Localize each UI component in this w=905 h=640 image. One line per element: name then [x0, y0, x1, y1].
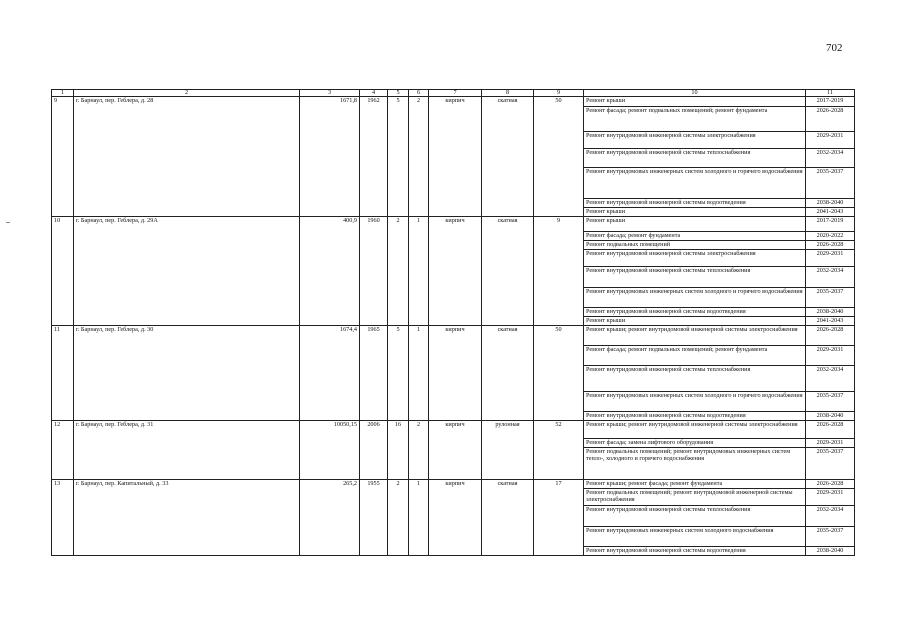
- wall-material-cell: кирпич: [429, 97, 482, 217]
- work-period-cell: 2038-2040: [806, 412, 855, 421]
- year-cell: 1962: [360, 97, 388, 217]
- entrances-cell: 1: [409, 217, 429, 326]
- work-description-cell: Ремонт внутридомовых инженерных систем холодного и горячего водоснабжения: [584, 168, 806, 199]
- row-number: 13: [52, 480, 74, 556]
- work-period-cell: 2038-2040: [806, 547, 855, 556]
- entrances-cell: 2: [409, 97, 429, 217]
- work-description-cell: Ремонт внутридомовых инженерных систем холодного водоснабжения: [584, 527, 806, 547]
- work-description-cell: Ремонт крыши: [584, 317, 806, 326]
- roof-type-cell: скатная: [482, 326, 534, 421]
- apartments-cell: 50: [534, 97, 584, 217]
- work-period-cell: 2020-2022: [806, 232, 855, 241]
- work-period-cell: 2029-2031: [806, 250, 855, 267]
- entrances-cell: 2: [409, 421, 429, 480]
- work-period-cell: 2032-2034: [806, 506, 855, 527]
- work-description-cell: Ремонт фасада; ремонт подвальных помещений; ремонт фундамента: [584, 107, 806, 132]
- work-period-cell: 2026-2028: [806, 241, 855, 250]
- work-period-cell: 2038-2040: [806, 199, 855, 208]
- column-header-2: 2: [74, 90, 300, 97]
- floors-cell: 5: [388, 326, 409, 421]
- year-cell: 1955: [360, 480, 388, 556]
- work-period-cell: 2032-2034: [806, 149, 855, 168]
- area-cell: 400,9: [300, 217, 360, 326]
- row-number: 9: [52, 97, 74, 217]
- page-number: 702: [826, 42, 843, 54]
- work-description-cell: Ремонт крыши: [584, 217, 806, 232]
- work-period-cell: 2029-2031: [806, 132, 855, 149]
- row-number: 10: [52, 217, 74, 326]
- work-period-cell: 2035-2037: [806, 168, 855, 199]
- floors-cell: 2: [388, 480, 409, 556]
- roof-type-cell: скатная: [482, 97, 534, 217]
- area-cell: 265,2: [300, 480, 360, 556]
- roof-type-cell: скатная: [482, 217, 534, 326]
- table-row: [52, 97, 855, 107]
- column-header-9: 9: [534, 90, 584, 97]
- work-description-cell: Ремонт внутридомовой инженерной системы водоотведения: [584, 412, 806, 421]
- column-header-5: 5: [388, 90, 409, 97]
- entrances-cell: 1: [409, 480, 429, 556]
- area-cell: 10050,15: [300, 421, 360, 480]
- column-header-10: 10: [584, 90, 806, 97]
- apartments-cell: 17: [534, 480, 584, 556]
- work-description-cell: Ремонт крыши; ремонт внутридомовой инженерной системы электроснабжения: [584, 326, 806, 346]
- roof-type-cell: рулонная: [482, 421, 534, 480]
- row-number: 12: [52, 421, 74, 480]
- floors-cell: 5: [388, 97, 409, 217]
- work-description-cell: Ремонт крыши; ремонт внутридомовой инженерной системы электроснабжения: [584, 421, 806, 439]
- work-description-cell: Ремонт крыши: [584, 208, 806, 217]
- work-description-cell: Ремонт внутридомовой инженерной системы водоотведения: [584, 199, 806, 208]
- wall-material-cell: кирпич: [429, 421, 482, 480]
- work-description-cell: Ремонт подвальных помещений; ремонт внутридомовых инженерных систем тепло-, холодного и горячего водоснабжения: [584, 448, 806, 480]
- apartments-cell: 52: [534, 421, 584, 480]
- address-cell: г. Барнаул, пер. Геблера, д. 30: [74, 326, 300, 421]
- work-period-cell: 2029-2031: [806, 489, 855, 506]
- work-description-cell: Ремонт фасада; ремонт фундамента: [584, 232, 806, 241]
- roof-type-cell: скатная: [482, 480, 534, 556]
- table-row: [52, 217, 855, 232]
- table-row: [52, 421, 855, 439]
- column-header-4: 4: [360, 90, 388, 97]
- margin-mark: [6, 222, 10, 223]
- column-header-6: 6: [409, 90, 429, 97]
- work-description-cell: Ремонт внутридомовых инженерных систем холодного и горячего водоснабжения: [584, 392, 806, 412]
- work-description-cell: Ремонт крыши: [584, 97, 806, 107]
- row-number: 11: [52, 326, 74, 421]
- year-cell: 2006: [360, 421, 388, 480]
- work-description-cell: Ремонт подвальных помещений: [584, 241, 806, 250]
- apartments-cell: 50: [534, 326, 584, 421]
- area-cell: 1674,4: [300, 326, 360, 421]
- column-header-11: 11: [806, 90, 855, 97]
- work-period-cell: 2017-2019: [806, 217, 855, 232]
- work-description-cell: Ремонт внутридомовой инженерной системы водоотведения: [584, 308, 806, 317]
- work-period-cell: 2017-2019: [806, 97, 855, 107]
- table-row: [52, 326, 855, 346]
- work-description-cell: Ремонт внутридомовой инженерной системы теплоснабжения: [584, 267, 806, 288]
- work-period-cell: 2026-2028: [806, 326, 855, 346]
- year-cell: 1960: [360, 217, 388, 326]
- column-header-1: 1: [52, 90, 74, 97]
- column-header-7: 7: [429, 90, 482, 97]
- column-header-3: 3: [300, 90, 360, 97]
- work-period-cell: 2029-2031: [806, 346, 855, 366]
- floors-cell: 16: [388, 421, 409, 480]
- wall-material-cell: кирпич: [429, 326, 482, 421]
- entrances-cell: 1: [409, 326, 429, 421]
- address-cell: г. Барнаул, пер. Геблера, д. 28: [74, 97, 300, 217]
- work-period-cell: 2041-2043: [806, 317, 855, 326]
- area-cell: 1671,8: [300, 97, 360, 217]
- work-description-cell: Ремонт внутридомовой инженерной системы электроснабжения: [584, 250, 806, 267]
- work-description-cell: Ремонт фасада; замена лифтового оборудования: [584, 439, 806, 448]
- work-period-cell: 2041-2043: [806, 208, 855, 217]
- work-period-cell: 2032-2034: [806, 267, 855, 288]
- work-period-cell: 2035-2037: [806, 392, 855, 412]
- address-cell: г. Барнаул, пер. Капитальный, д. 33: [74, 480, 300, 556]
- work-description-cell: Ремонт внутридомовых инженерных систем холодного и горячего водоснабжения: [584, 288, 806, 308]
- work-description-cell: Ремонт внутридомовой инженерной системы водоотведения: [584, 547, 806, 556]
- table-row: [52, 480, 855, 489]
- work-description-cell: Ремонт внутридомовой инженерной системы теплоснабжения: [584, 506, 806, 527]
- work-description-cell: Ремонт внутридомовой инженерной системы электроснабжения: [584, 132, 806, 149]
- work-period-cell: 2035-2037: [806, 448, 855, 480]
- wall-material-cell: кирпич: [429, 217, 482, 326]
- capital-repair-table: [51, 89, 855, 556]
- floors-cell: 2: [388, 217, 409, 326]
- header-row: [52, 90, 855, 97]
- work-period-cell: 2035-2037: [806, 527, 855, 547]
- work-description-cell: Ремонт внутридомовой инженерной системы теплоснабжения: [584, 366, 806, 392]
- wall-material-cell: кирпич: [429, 480, 482, 556]
- work-period-cell: 2026-2028: [806, 107, 855, 132]
- address-cell: г. Барнаул, пер. Геблера, д. 29А: [74, 217, 300, 326]
- work-period-cell: 2032-2034: [806, 366, 855, 392]
- year-cell: 1965: [360, 326, 388, 421]
- work-period-cell: 2026-2028: [806, 421, 855, 439]
- work-description-cell: Ремонт фасада; ремонт подвальных помещений; ремонт фундамента: [584, 346, 806, 366]
- work-period-cell: 2026-2028: [806, 480, 855, 489]
- work-description-cell: Ремонт подвальных помещений; ремонт внутридомовой инженерной системы электроснабжения: [584, 489, 806, 506]
- column-header-8: 8: [482, 90, 534, 97]
- address-cell: г. Барнаул, пер. Геблера, д. 31: [74, 421, 300, 480]
- work-period-cell: 2035-2037: [806, 288, 855, 308]
- work-description-cell: Ремонт крыши; ремонт фасада; ремонт фундамента: [584, 480, 806, 489]
- work-period-cell: 2038-2040: [806, 308, 855, 317]
- apartments-cell: 9: [534, 217, 584, 326]
- work-description-cell: Ремонт внутридомовой инженерной системы теплоснабжения: [584, 149, 806, 168]
- work-period-cell: 2029-2031: [806, 439, 855, 448]
